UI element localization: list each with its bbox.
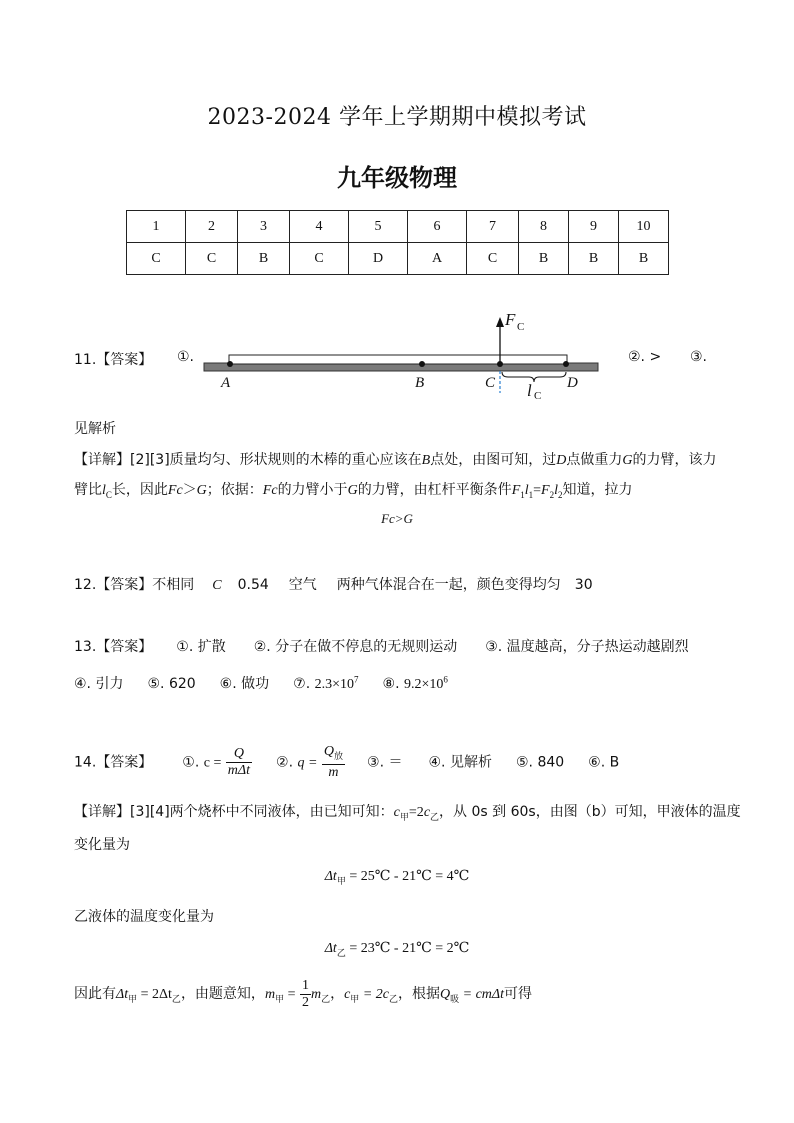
answer-choice: B <box>569 243 619 275</box>
var-d: D <box>556 453 567 468</box>
var-m: m <box>264 987 276 1002</box>
num-q: Q <box>323 744 335 759</box>
q14-marker: ②. <box>276 754 294 771</box>
fraction-denominator: mΔt <box>227 762 251 778</box>
var-l1: l <box>524 483 529 498</box>
question-number: 6 <box>408 211 467 243</box>
q11-conclusion: Fc>G <box>381 511 413 526</box>
text-span: =2 <box>408 805 424 820</box>
answer-table-answers-row <box>127 243 669 275</box>
answer-choice: C <box>290 243 349 275</box>
var-sub: 乙 <box>171 994 181 1005</box>
q12-answer-5: 两种气体混合在一起，颜色变得均匀 <box>336 577 561 593</box>
text-span: ， <box>330 986 345 1002</box>
q13-answer-line-2 <box>74 673 448 693</box>
q13-answer-7: 2.3×10 <box>314 677 355 692</box>
question-number: 8 <box>519 211 569 243</box>
q12-answer-3: 0.54 <box>237 577 269 593</box>
q14-detail-line-4 <box>74 976 532 1018</box>
q13-answer-3: 温度越高，分子热运动越剧烈 <box>506 639 689 655</box>
var-fc: Fc <box>262 483 278 498</box>
text-span: = 2c <box>359 987 389 1002</box>
q12-answer-line <box>74 574 593 594</box>
var-l2: l <box>554 483 558 498</box>
text-span: 的力臂，该力 <box>632 452 717 468</box>
var-f1: F <box>511 483 521 498</box>
formula-q-left: q = <box>297 755 318 771</box>
page-subtitle: 九年级物理 <box>337 163 457 192</box>
question-number: 7 <box>467 211 519 243</box>
fraction-numerator <box>322 744 345 765</box>
question-number: 2 <box>186 211 238 243</box>
var-g: G <box>622 453 633 468</box>
q13-marker: ①. <box>176 639 194 655</box>
eq-left: Δt <box>324 941 337 956</box>
answer-choice: C <box>127 243 186 275</box>
var-m: m <box>310 987 322 1002</box>
point-a-label: A <box>221 375 231 391</box>
q13-answer-6: 做功 <box>241 676 270 692</box>
q11-detail-line-2 <box>74 479 633 500</box>
answer-choice: A <box>408 243 467 275</box>
text-span: 【详解】[3][4]两个烧杯中不同液体，由已知可知： <box>74 804 394 820</box>
var-c: c <box>423 805 431 820</box>
text-span: ，由题意知， <box>180 986 265 1002</box>
text-span: 知道，拉力 <box>562 482 633 498</box>
equals-sign: = <box>533 483 542 498</box>
num-sub: 放 <box>334 750 344 761</box>
var-sub: 乙 <box>336 947 346 958</box>
force-arrow-head <box>496 317 504 327</box>
fraction-numerator: 1 <box>301 977 309 993</box>
var-sub: 甲 <box>275 994 285 1005</box>
point-b-label: B <box>415 375 425 391</box>
q14-answer-3: ＝ <box>388 754 403 771</box>
question-number: 3 <box>238 211 290 243</box>
text-span: 可得 <box>504 986 533 1002</box>
question-number: 4 <box>290 211 349 243</box>
page-title: 2023-2024 学年上学期期中模拟考试 <box>207 105 587 130</box>
q14-answer-line <box>74 744 619 781</box>
wooden-rod <box>229 355 567 364</box>
var-q: Q <box>440 987 451 1002</box>
point-d-label: D <box>567 375 578 391</box>
q12-answer-2: C <box>212 578 222 593</box>
q14-answer-6: B <box>609 754 620 771</box>
var-dt: Δt <box>116 987 129 1002</box>
q13-marker: ⑤. <box>147 676 165 692</box>
force-label-sub: C <box>517 321 525 333</box>
var-sub: 甲 <box>336 875 346 886</box>
text-span: ，从 0s 到 60s，由图（b）可知，甲液体的温度 <box>439 804 741 820</box>
text-span: 臂比 <box>74 482 102 498</box>
q13-marker: ⑧. <box>382 676 400 692</box>
text-span: ＞ <box>182 482 197 498</box>
q13-answer-5: 620 <box>168 676 196 692</box>
force-label: F <box>505 310 516 329</box>
question-number: 1 <box>127 211 186 243</box>
var-fc: Fc <box>167 483 183 498</box>
q13-marker: ②. <box>253 639 271 655</box>
q14-detail-line-2: 变化量为 <box>74 837 130 853</box>
point-b-dot <box>419 361 425 367</box>
text-span: 长，因此 <box>111 482 168 498</box>
var-l: l <box>102 483 106 498</box>
text-span: 的力臂，由杠杆平衡条件 <box>357 482 512 498</box>
q14-marker: ④. <box>428 754 446 771</box>
q13-answer-line-1 <box>74 636 689 656</box>
answer-table <box>126 210 669 275</box>
q14-answer-4: 见解析 <box>449 754 492 771</box>
arm-label: l <box>527 381 532 400</box>
point-a-dot <box>227 361 233 367</box>
eq-right: = 23℃ - 21℃ = 2℃ <box>345 941 470 956</box>
text-span: 的力臂小于 <box>277 482 348 498</box>
half-fraction <box>300 978 311 1011</box>
answer-choice: B <box>238 243 290 275</box>
var-sub: 1 <box>520 489 525 500</box>
q14-marker: ③. <box>367 754 385 771</box>
q13-answer-1: 扩散 <box>197 639 226 655</box>
q11-marker-1: ①. <box>177 349 195 365</box>
var-sub: 甲 <box>128 994 138 1005</box>
var-sub: 乙 <box>321 994 331 1005</box>
q12-label: 12.【答案】 <box>74 577 153 593</box>
q12-answer-6: 30 <box>574 577 593 593</box>
exponent: 6 <box>443 674 448 685</box>
question-number: 9 <box>569 211 619 243</box>
var-sub: 乙 <box>430 812 440 823</box>
text-span: = <box>284 987 296 1002</box>
text-span: 因此有 <box>74 986 116 1002</box>
answer-choice: B <box>619 243 669 275</box>
q13-marker: ⑦. <box>293 676 311 692</box>
var-f2: F <box>541 483 550 498</box>
q13-marker: ③. <box>485 639 503 655</box>
var-c: c <box>393 805 400 820</box>
point-d-dot <box>563 361 569 367</box>
answer-choice: C <box>186 243 238 275</box>
q13-answer-2: 分子在做不停息的无规则运动 <box>275 639 458 655</box>
formula-c-fraction <box>226 746 252 779</box>
answer-table-numbers-row <box>127 211 669 243</box>
q12-answer-4: 空气 <box>288 577 317 593</box>
text-span: = 2Δt <box>137 987 172 1002</box>
var-g: G <box>347 483 358 498</box>
var-sub: 吸 <box>450 994 460 1005</box>
q14-label: 14.【答案】 <box>74 754 153 771</box>
text-span: 点处，由图可知，过 <box>430 452 557 468</box>
text-span: ，根据 <box>398 986 440 1002</box>
lever-diagram <box>196 305 606 405</box>
var-sub: 1 <box>528 489 534 500</box>
q14-marker: ⑤. <box>515 754 533 771</box>
fraction-numerator: Q <box>226 746 252 763</box>
text-span: 点做重力 <box>566 452 623 468</box>
answer-choice: C <box>467 243 519 275</box>
question-number: 5 <box>349 211 408 243</box>
eq-left: Δt <box>324 869 337 884</box>
q14-answer-5: 840 <box>537 754 565 771</box>
exponent: 7 <box>354 674 359 685</box>
var-sub: 甲 <box>350 994 360 1005</box>
var-sub: 2 <box>549 489 555 500</box>
q13-marker: ④. <box>74 676 92 692</box>
text-span: ；依据： <box>206 482 263 498</box>
var-sub: 2 <box>558 489 563 500</box>
arm-brace <box>502 372 566 382</box>
answer-choice: B <box>519 243 569 275</box>
q14-marker: ⑥. <box>588 754 606 771</box>
point-c-label: C <box>485 375 496 391</box>
var-g: G <box>196 483 207 498</box>
q14-equation-2 <box>0 940 794 959</box>
q11-marker-2: ②. > <box>628 349 662 365</box>
var-sub: C <box>105 489 112 500</box>
q13-answer-8: 9.2×10 <box>403 677 444 692</box>
text-span: = cmΔt <box>459 987 505 1002</box>
answer-choice: D <box>349 243 408 275</box>
q14-marker: ①. <box>182 754 200 771</box>
q12-answer-1: 不相同 <box>152 577 195 593</box>
q11-marker-3: ③. <box>690 349 708 365</box>
q13-label: 13.【答案】 <box>74 639 153 655</box>
q14-detail-line-3: 乙液体的温度变化量为 <box>74 909 214 925</box>
arm-label-sub: C <box>534 390 542 402</box>
fraction-denominator: m <box>328 764 339 780</box>
fraction-denominator: 2 <box>301 994 309 1010</box>
text-span: 【详解】[2][3]质量均匀、形状规则的木棒的重心应该在 <box>74 452 422 468</box>
var-c: c <box>344 987 351 1002</box>
q11-detail-line-1 <box>74 449 716 469</box>
q11-see-explanation: 见解析 <box>74 421 116 437</box>
q13-marker: ⑥. <box>219 676 237 692</box>
q14-equation-1 <box>0 868 794 887</box>
q11-label: 11.【答案】 <box>74 352 153 368</box>
q13-answer-4: 引力 <box>95 676 124 692</box>
formula-c-left: c = <box>203 755 222 771</box>
var-sub: 乙 <box>388 994 398 1005</box>
formula-q-fraction <box>322 744 345 781</box>
var-sub: 甲 <box>399 812 409 823</box>
question-number: 10 <box>619 211 669 243</box>
eq-right: = 25℃ - 21℃ = 4℃ <box>345 869 470 884</box>
var-b: B <box>421 453 431 468</box>
q14-detail-line-1 <box>74 801 741 823</box>
